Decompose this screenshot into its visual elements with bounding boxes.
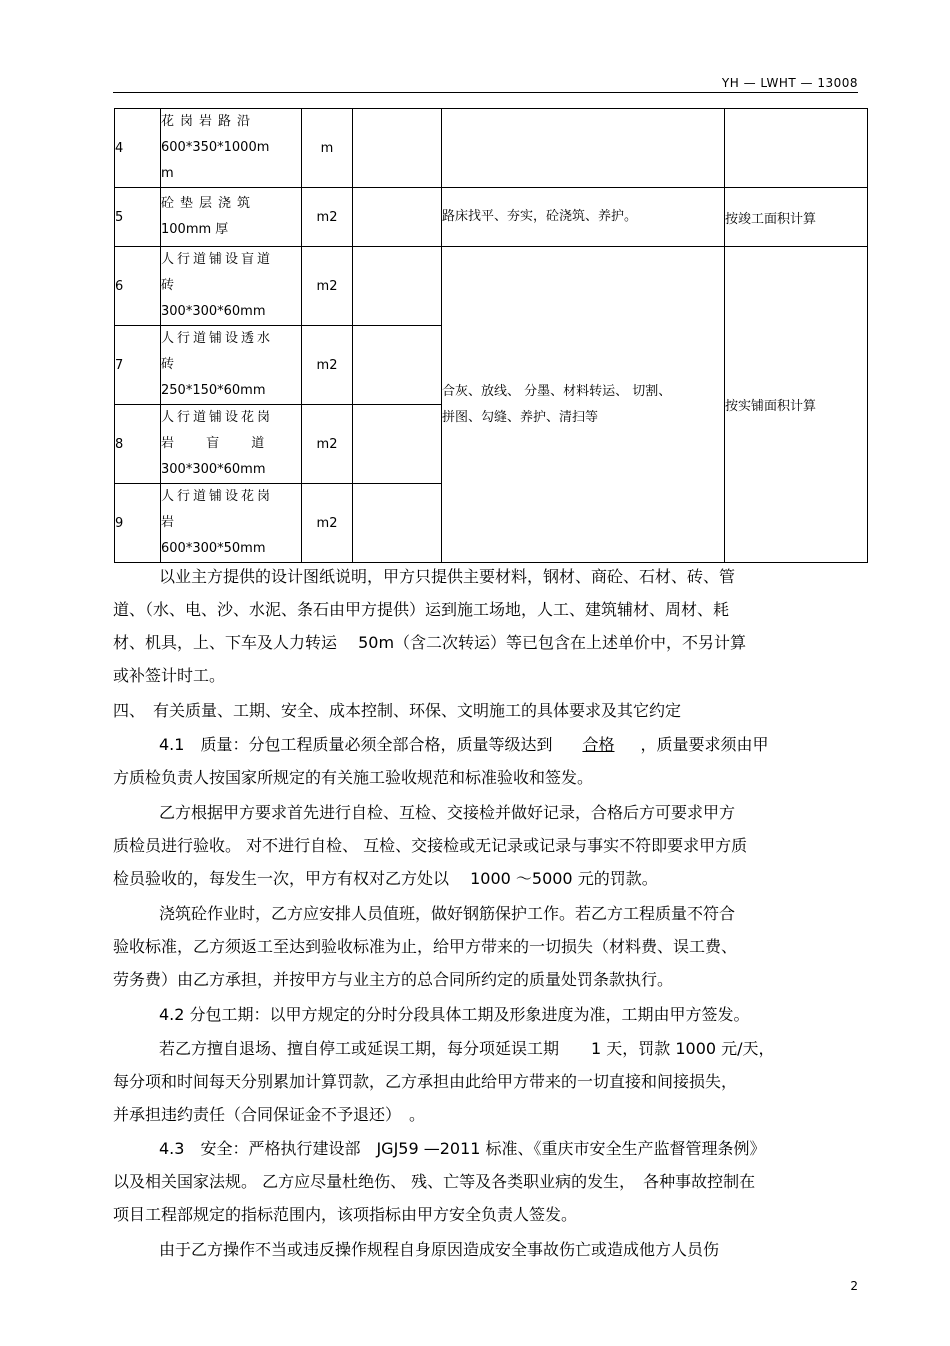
row-number: 8 <box>115 405 161 484</box>
row-number: 6 <box>115 247 161 326</box>
page-number: 2 <box>850 1279 858 1293</box>
item-name: 人行道铺设透水 砖 250*150*60mm <box>161 326 302 405</box>
row-number: 9 <box>115 484 161 563</box>
delay-penalty-paragraph: 若乙方擅自退场、擅自停工或延误工期，每分项延误工期 1 天，罚款 1000 元/天， 每分项和时间每天分别累加计算罚款，乙方承担由此给甲方带来的一切直接和间接损失， 并承担违约责任（合同保证金不予退还） 。 <box>113 1039 775 1124</box>
merged-work-content: 合灰、放线、 分墨、材料转运、 切割、 拼图、勾缝、养护、清扫等 <box>442 247 725 563</box>
item-unit: m2 <box>302 188 353 247</box>
item-calc <box>725 109 868 188</box>
item-name: 砼垫层浇筑 100mm 厚 <box>161 188 302 247</box>
work-items-table <box>114 108 868 563</box>
inspection-paragraph: 乙方根据甲方要求首先进行自检、互检、交接检并做好记录，合格后方可要求甲方 质检员进行验收。 对不进行自检、 互检、交接检或无记录或记录与事实不符即要求甲方质 检员验收的，每发生一次，甲方有权对乙方处以 1000 ～5000 元的罚款。 <box>113 803 748 888</box>
row-number: 7 <box>115 326 161 405</box>
item-unit: m2 <box>302 326 353 405</box>
item-price <box>353 484 442 563</box>
table-row <box>115 188 868 247</box>
item-unit: m2 <box>302 484 353 563</box>
header-divider <box>113 92 858 93</box>
item-price <box>353 247 442 326</box>
item-unit: m <box>302 109 353 188</box>
quality-grade: 合格 <box>582 735 615 754</box>
item-price <box>353 188 442 247</box>
section-4-heading: 四、 有关质量、工期、安全、成本控制、环保、文明施工的具体要求及其它约定 <box>113 701 682 720</box>
accident-paragraph: 由于乙方操作不当或违反操作规程自身原因造成安全事故伤亡或造成他方人员伤 <box>159 1240 720 1259</box>
table-row <box>115 247 868 326</box>
item-calc: 按竣工面积计算 <box>725 188 868 247</box>
item-price <box>353 326 442 405</box>
rework-paragraph: 浇筑砼作业时，乙方应安排人员值班，做好钢筋保护工作。若乙方工程质量不符合 验收标准，乙方须返工至达到验收标准为止，给甲方带来的一切损失（材料费、误工费、 劳务费）由乙方承担，并按甲方与业主方的总合同所约定的质量处罚条款执行。 <box>113 904 738 989</box>
row-number: 4 <box>115 109 161 188</box>
item-name: 人行道铺设盲道 砖 300*300*60mm <box>161 247 302 326</box>
item-work: 路床找平、夯实，砼浇筑、养护。 <box>442 188 725 247</box>
quality-paragraph: 4.1 质量：分包工程质量必须全部合格，质量等级达到 合格 ，质量要求须由甲 方质检负责人按国家所规定的有关施工验收规范和标准验收和签发。 <box>113 735 769 787</box>
safety-paragraph: 4.3 安全：严格执行建设部 JGJ59 —2011 标准、《重庆市安全生产监督管理条例》 以及相关国家法规。 乙方应尽量杜绝伤、 残、亡等及各类职业病的发生， 各种事故控制在 项目工程部规定的指标范围内，该项指标由甲方安全负责人签发。 <box>113 1139 766 1224</box>
item-work <box>442 109 725 188</box>
item-name: 人行道铺设花岗 岩 600*300*50mm <box>161 484 302 563</box>
item-unit: m2 <box>302 247 353 326</box>
item-price <box>353 405 442 484</box>
schedule-paragraph: 4.2 分包工期：以甲方规定的分时分段具体工期及形象进度为准，工期由甲方签发。 <box>159 1005 750 1024</box>
item-name: 人行道铺设花岗 岩 盲 道 300*300*60mm <box>161 405 302 484</box>
document-code: YH — LWHT — 13008 <box>721 76 858 90</box>
item-unit: m2 <box>302 405 353 484</box>
materials-paragraph: 以业主方提供的设计图纸说明，甲方只提供主要材料，钢材、商砼、石材、砖、管 道、（水、电、沙、水泥、条石由甲方提供）运到施工场地，人工、建筑辅材、周材、耗 材、机具，上、下车及人力转运 50m（含二次转运）等已包含在上述单价中，不另计算 或补签计时工。 <box>113 567 747 685</box>
item-name: 花岗岩路沿 600*350*1000m m <box>161 109 302 188</box>
item-price <box>353 109 442 188</box>
merged-calc-method: 按实铺面积计算 <box>725 247 868 563</box>
table-row <box>115 109 868 188</box>
row-number: 5 <box>115 188 161 247</box>
